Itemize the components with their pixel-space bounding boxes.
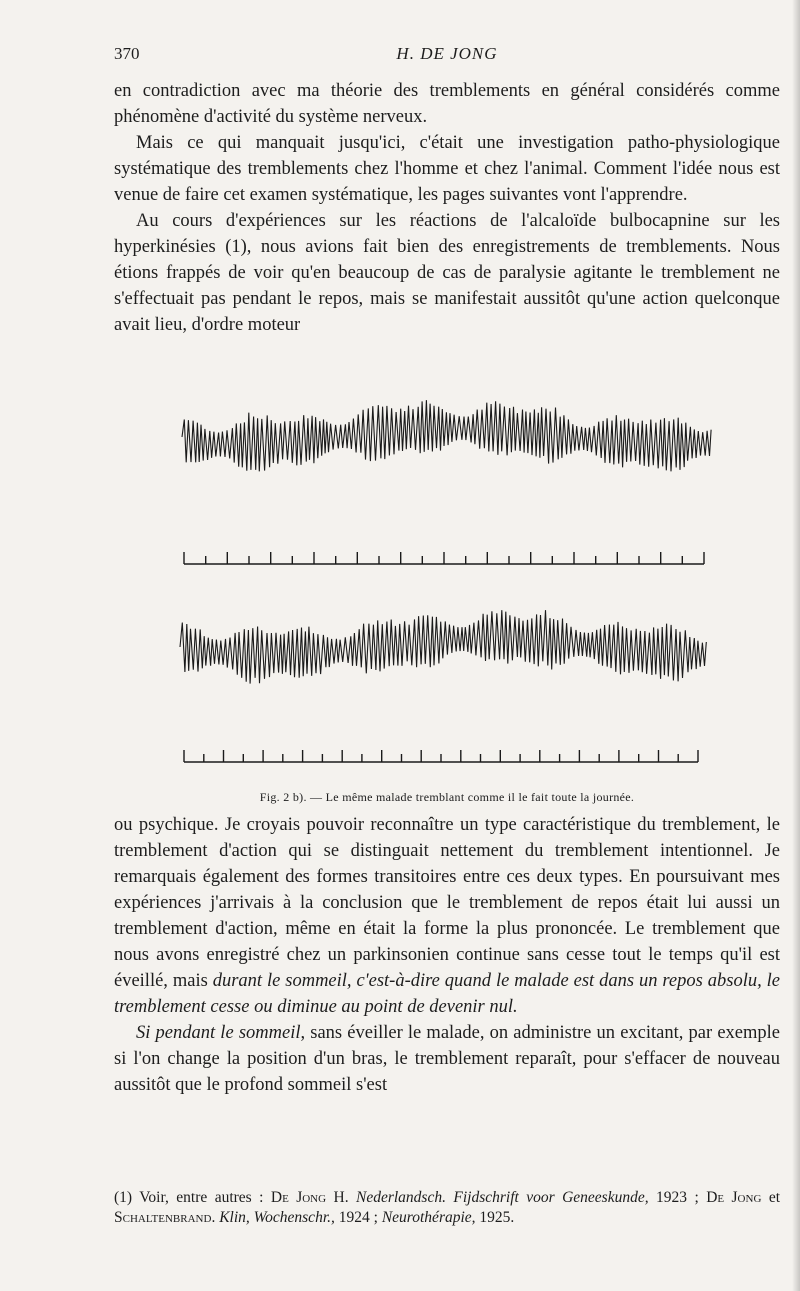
time-marker-line-2 — [184, 750, 698, 762]
footnote-journal: Neurothérapie, — [381, 1209, 476, 1226]
body-text-top — [114, 78, 780, 338]
footnote-text: H. — [326, 1189, 356, 1206]
footnote-author: De Jong — [270, 1189, 327, 1206]
footnote-text: 1923 ; — [648, 1189, 707, 1206]
footnote-journal: Nederlandsch. Fijdschrift voor Geneeskunde, — [356, 1189, 649, 1206]
page-header — [114, 44, 780, 74]
footnote-author: Schaltenbrand. — [114, 1209, 216, 1226]
paragraph-1: en contradiction avec ma théorie des tremblements en général considérés comme phénomène d'activité du système nerveux. — [114, 81, 780, 127]
figure-caption: Fig. 2 b). — Le même malade tremblant comme il le fait toute la journée. — [259, 790, 635, 804]
footnote — [114, 1188, 780, 1228]
body-text-bottom — [114, 812, 780, 1098]
footnote-journal: Klin, Wochenschr., — [219, 1209, 335, 1226]
tremor-traces-svg — [170, 382, 730, 772]
paragraph-4 — [114, 812, 780, 1020]
paragraph-4-italic: durant le sommeil, c'est-à-dire quand le malade est dans un repos absolu, le tremblement cesse ou diminue au point de devenir nul. — [114, 971, 780, 1017]
paragraph-5 — [114, 1020, 780, 1098]
footnote-author: De Jong — [706, 1189, 762, 1206]
paragraph-5-text: , sans éveiller le malade, on administre un excitant, par exemple si l'on change la position d'un bras, le tremblement reparaît, pour s'effacer de nouveau aussitôt que le profond sommeil s'est — [114, 1023, 780, 1095]
footnote-text: 1925. — [475, 1209, 515, 1226]
running-head: H. DE JONG — [396, 44, 498, 63]
page-edge-shadow — [792, 0, 800, 1291]
tremor-trace-1 — [182, 400, 711, 471]
footnote-text: 1924 ; — [334, 1209, 382, 1226]
tremor-recording-figure — [170, 382, 730, 772]
paragraph-2: Mais ce qui manquait jusqu'ici, c'était une investigation patho-physiologique systématique des tremblements chez l'homme et chez l'animal. Comment l'idée nous est venue de faire cet examen systématique, les pages suivantes vont l'apprendre. — [114, 133, 780, 205]
paragraph-4-text: ou psychique. Je croyais pouvoir reconnaître un type caractéristique du tremblement, le tremblement d'action qui se distinguait nettement du tremblement intentionnel. Je remarquais également des formes transitoires entre ces deux types. En poursuivant mes expériences j'arrivais à la conclusion que le tremblement de repos était lui aussi un tremblement d'action, même en était la forme la plus prononcée. Le tremblement que nous avons enregistré chez un parkinsonien continue sans cesse tout le temps qu'il est éveillé, mais — [114, 815, 780, 991]
page-number: 370 — [114, 44, 140, 63]
paragraph-3: Au cours d'expériences sur les réactions de l'alcaloïde bulbocapnine sur les hyperkinésies (1), nous avions fait bien des enregistrements de tremblements. Nous étions frappés de voir qu'en beaucoup de cas de paralysie agitante le tremblement ne s'effectuait pas pendant le repos, mais se manifestait aussitôt qu'une action quelconque avait lieu, d'ordre moteur — [114, 211, 780, 335]
tremor-trace-2 — [180, 610, 706, 684]
paragraph-5-italic: Si pendant le sommeil — [136, 1023, 301, 1043]
footnote-text: et — [761, 1189, 780, 1206]
footnote-text: (1) Voir, entre autres : — [114, 1189, 271, 1206]
time-marker-line-1 — [184, 552, 704, 564]
